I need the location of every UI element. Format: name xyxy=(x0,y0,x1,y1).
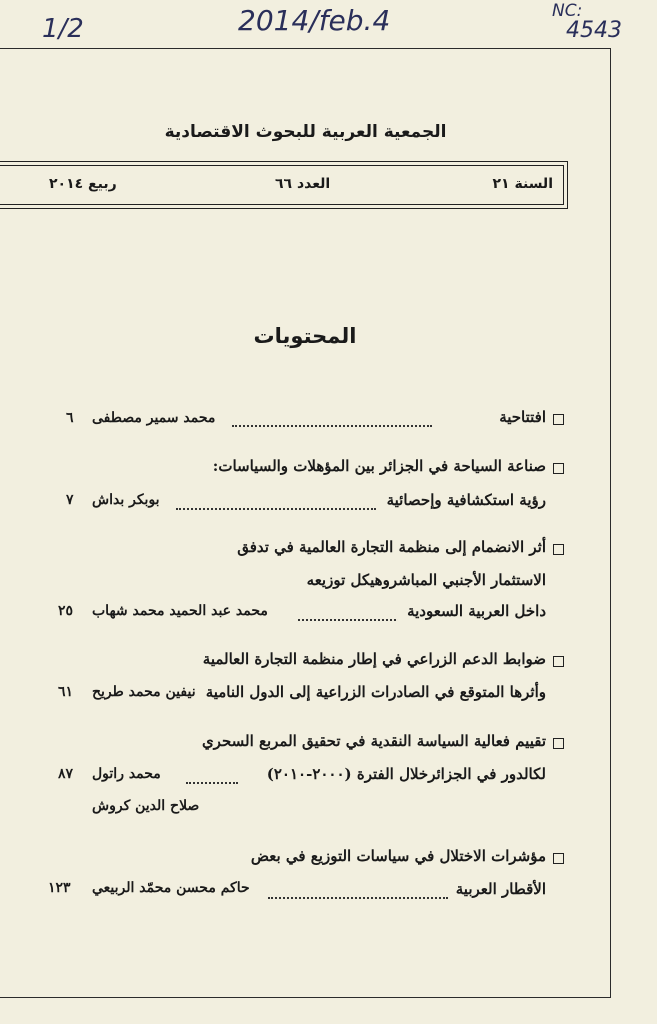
entry-title-line: افتتاحية xyxy=(499,408,546,426)
entry-checkbox-icon xyxy=(553,656,564,667)
entry-page-number: ٢٥ xyxy=(58,603,74,619)
leader-dots xyxy=(298,619,396,621)
entry-author: حاكم محسن محمّد الربيعي xyxy=(92,880,250,896)
entry-title-line: وأثرها المتوقع في الصادرات الزراعية إلى الدول النامية xyxy=(205,683,546,701)
entry-title-line: لكالدور في الجزائرخلال الفترة (٢٠٠٠-٢٠١٠) xyxy=(266,765,546,783)
entry-author: محمد عبد الحميد محمد شهاب xyxy=(92,603,268,619)
entry-title-line: أثر الانضمام إلى منظمة التجارة العالمية في تدفق xyxy=(237,538,546,556)
leader-dots xyxy=(268,897,448,899)
entry-title-line: رؤية استكشافية وإحصائية xyxy=(386,491,546,509)
entry-title-line: مؤشرات الاختلال في سياسات التوزيع في بعض xyxy=(250,847,546,865)
handwritten-date-note: 2014/feb.4 xyxy=(238,4,391,37)
entry-page-number: ٧ xyxy=(66,492,74,508)
entry-title-line: تقييم فعالية السياسة النقدية في تحقيق المربع السحري xyxy=(201,732,546,750)
entry-author: صلاح الدين كروش xyxy=(92,798,200,814)
issue-info-box xyxy=(0,161,568,209)
entry-author: بوبكر بداش xyxy=(92,492,160,508)
handwritten-nc-value: 4543 xyxy=(566,18,622,43)
handwritten-page-marker: 1/2 xyxy=(42,14,84,44)
entry-title-line: الاستثمار الأجنبي المباشروهيكل توزيعه xyxy=(306,571,546,589)
entry-checkbox-icon xyxy=(553,544,564,555)
entry-title-line: الأقطار العربية xyxy=(455,880,546,898)
issue-year: السنة ٢١ xyxy=(492,176,553,192)
leader-dots xyxy=(176,508,376,510)
entry-page-number: ٨٧ xyxy=(58,766,74,782)
entry-checkbox-icon xyxy=(553,414,564,425)
entry-checkbox-icon xyxy=(553,738,564,749)
entry-author: محمد سمير مصطفى xyxy=(92,410,216,426)
entry-checkbox-icon xyxy=(553,463,564,474)
leader-dots xyxy=(186,782,238,784)
issue-number: العدد ٦٦ xyxy=(275,176,331,192)
society-name: الجمعية العربية للبحوث الاقتصادية xyxy=(164,122,447,142)
issue-season: ربيع ٢٠١٤ xyxy=(49,176,117,192)
entry-title-line: داخل العربية السعودية xyxy=(407,602,546,620)
entry-page-number: ٦ xyxy=(66,410,74,426)
handwritten-nc-label: NC: xyxy=(552,1,583,21)
contents-title: المحتويات xyxy=(253,324,357,348)
entry-author: محمد راتول xyxy=(92,766,161,782)
handwritten-nc-number xyxy=(552,1,622,43)
entry-author: نيفين محمد طريح xyxy=(92,684,196,700)
entry-title-line: ضوابط الدعم الزراعي في إطار منظمة التجارة العالمية xyxy=(202,650,546,668)
leader-dots xyxy=(232,425,432,427)
entry-page-number: ٦١ xyxy=(58,684,74,700)
entry-checkbox-icon xyxy=(553,853,564,864)
entry-title-line: صناعة السياحة في الجزائر بين المؤهلات والسياسات: xyxy=(212,457,546,475)
entry-page-number: ١٢٣ xyxy=(48,880,71,896)
